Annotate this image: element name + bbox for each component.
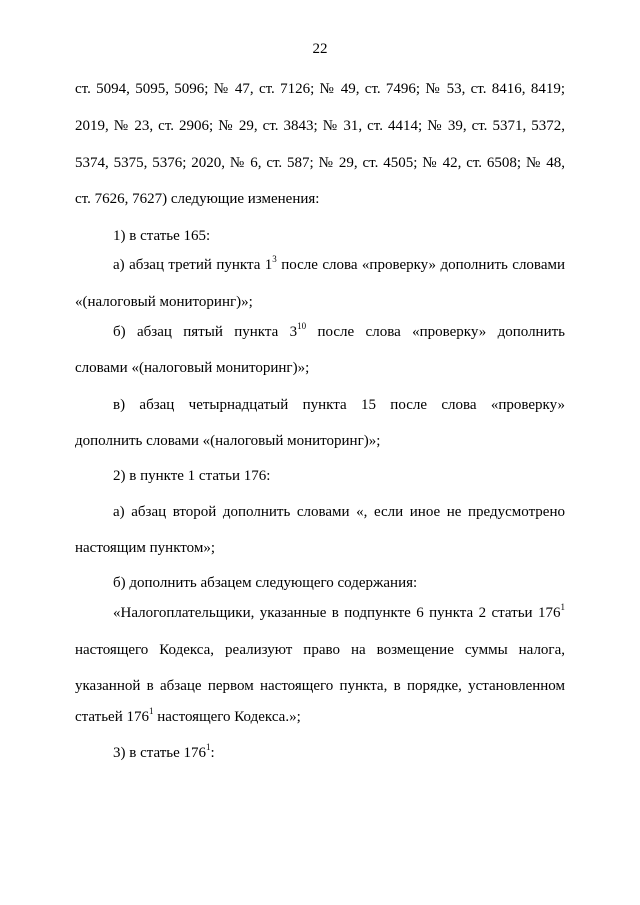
line-text: : bbox=[210, 745, 215, 761]
text-line: «(налоговый мониторинг)»; bbox=[75, 294, 253, 310]
text-line: ст. 5094, 5095, 5096; № 47, ст. 7126; № 49, ст. 7496; № 53, ст. 8416, 8419; bbox=[75, 81, 565, 97]
line-text: 3) в статье 176 bbox=[113, 745, 207, 761]
text-line: указанной в абзаце первом настоящего пункта, в порядке, установленном bbox=[75, 678, 565, 694]
text-line: 1) в статье 165: bbox=[113, 228, 211, 244]
superscript: 3 bbox=[272, 254, 277, 264]
text-line: 2019, № 23, ст. 2906; № 29, ст. 3843; № 31, ст. 4414; № 39, ст. 5371, 5372, bbox=[75, 118, 565, 134]
line-text: настоящего Кодекса.»; bbox=[153, 709, 301, 725]
text-line: в) абзац четырнадцатый пункта 15 после слова «проверку» bbox=[113, 397, 565, 413]
superscript: 10 bbox=[297, 321, 307, 331]
line-text: после слова «проверку» дополнить bbox=[306, 324, 565, 340]
line-text: б) абзац пятый пункта 3 bbox=[113, 324, 298, 340]
text-line: 5374, 5375, 5376; 2020, № 6, ст. 587; № 29, ст. 4505; № 42, ст. 6508; № 48, bbox=[75, 155, 565, 171]
text-line bbox=[75, 707, 565, 727]
line-text: после слова «проверку» дополнить словами bbox=[276, 257, 565, 273]
superscript: 1 bbox=[206, 742, 211, 752]
superscript: 1 bbox=[149, 706, 154, 716]
text-line bbox=[113, 743, 565, 763]
text-line: настоящим пунктом»; bbox=[75, 540, 216, 556]
text-line: настоящего Кодекса, реализуют право на возмещение суммы налога, bbox=[75, 642, 565, 658]
text-line: дополнить словами «(налоговый мониторинг)»; bbox=[75, 433, 381, 449]
line-text: «Налогоплательщики, указанные в подпункте 6 пункта 2 статьи 176 bbox=[113, 605, 561, 621]
line-text: статьей 176 bbox=[75, 709, 149, 725]
text-line: а) абзац второй дополнить словами «, если иное не предусмотрено bbox=[113, 504, 565, 520]
superscript: 1 bbox=[560, 602, 565, 612]
text-line: 2) в пункте 1 статьи 176: bbox=[113, 468, 271, 484]
text-line bbox=[113, 322, 565, 342]
text-line: ст. 7626, 7627) следующие изменения: bbox=[75, 191, 320, 207]
text-line bbox=[113, 603, 565, 623]
text-line bbox=[113, 255, 565, 275]
page-number: 22 bbox=[312, 41, 328, 57]
text-line: словами «(налоговый мониторинг)»; bbox=[75, 360, 310, 376]
text-line: б) дополнить абзацем следующего содержания: bbox=[113, 575, 418, 591]
line-text: а) абзац третий пункта 1 bbox=[113, 257, 273, 273]
